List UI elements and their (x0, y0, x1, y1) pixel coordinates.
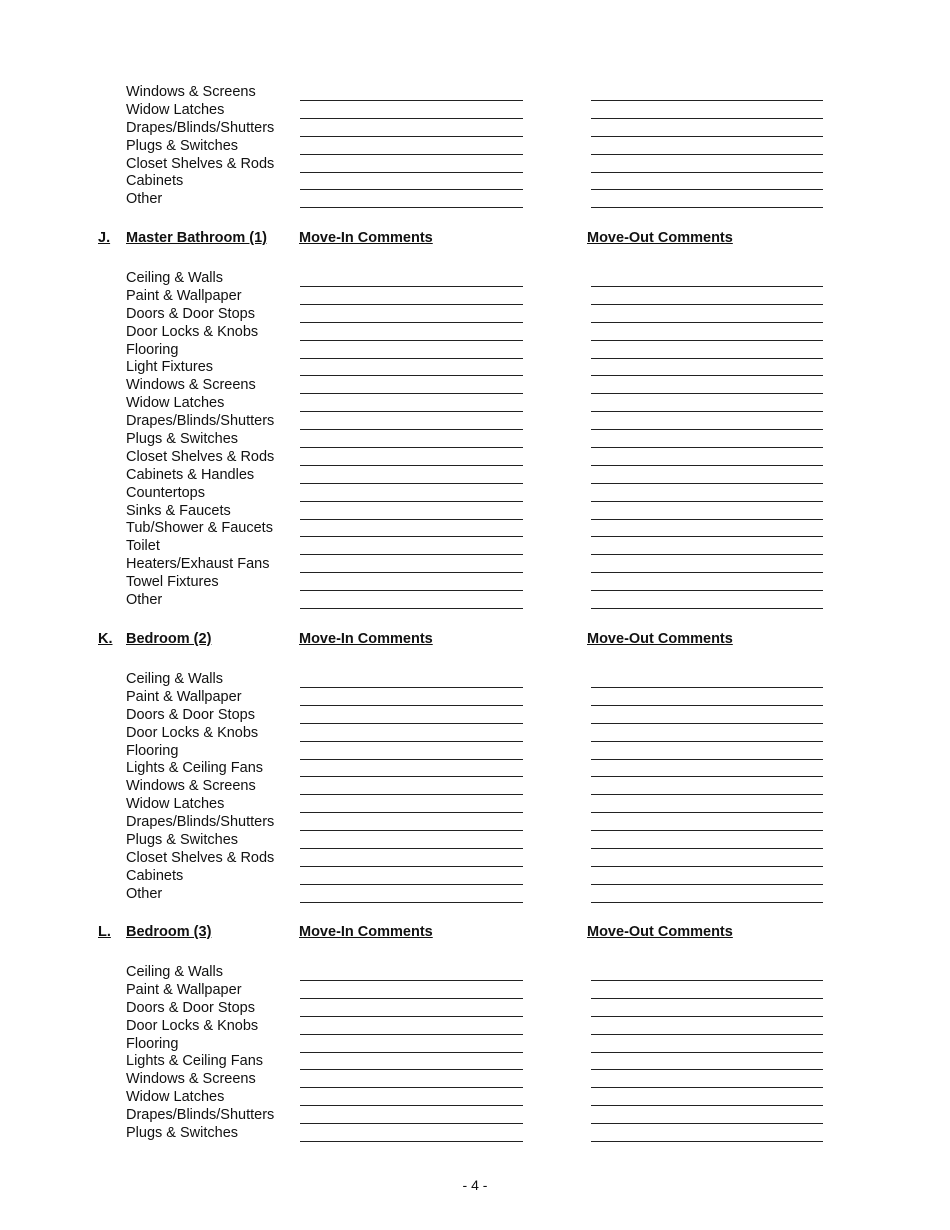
item-label: Door Locks & Knobs (126, 1017, 259, 1034)
move-in-comment-line[interactable] (300, 536, 523, 537)
item-label: Drapes/Blinds/Shutters (126, 1107, 275, 1124)
page-number: - 4 - (462, 1177, 488, 1193)
move-out-comment-line[interactable] (591, 759, 823, 760)
move-out-comment-line[interactable] (591, 483, 823, 484)
item-label: Plugs & Switches (126, 431, 239, 448)
item-label: Doors & Door Stops (126, 999, 255, 1016)
move-in-comment-line[interactable] (300, 118, 523, 119)
checklist-row (0, 832, 950, 850)
move-out-comment-line[interactable] (591, 340, 823, 341)
move-in-comment-line[interactable] (300, 830, 523, 831)
move-in-comment-line[interactable] (300, 705, 523, 706)
checklist-row (0, 156, 950, 174)
move-in-comment-line[interactable] (300, 998, 523, 999)
move-in-comment-line[interactable] (300, 687, 523, 688)
item-label: Flooring (126, 1035, 179, 1052)
move-in-comment-line[interactable] (300, 172, 523, 173)
item-label: Doors & Door Stops (126, 305, 255, 322)
move-out-comment-line[interactable] (591, 100, 823, 101)
move-in-comment-line[interactable] (300, 1141, 523, 1142)
item-label: Closet Shelves & Rods (126, 448, 275, 465)
move-out-comment-line[interactable] (591, 554, 823, 555)
move-out-comment-line[interactable] (591, 705, 823, 706)
move-in-comment-line[interactable] (300, 154, 523, 155)
move-in-comment-line[interactable] (300, 1016, 523, 1017)
item-label: Other (126, 885, 163, 902)
move-in-comment-line[interactable] (300, 207, 523, 208)
checklist-row (0, 814, 950, 832)
move-in-comment-line[interactable] (300, 340, 523, 341)
item-label: Lights & Ceiling Fans (126, 1053, 264, 1070)
move-out-comment-line[interactable] (591, 590, 823, 591)
move-out-comment-line[interactable] (591, 980, 823, 981)
section-spacer (0, 944, 950, 964)
item-label: Widow Latches (126, 101, 225, 118)
item-label: Paint & Wallpaper (126, 688, 242, 705)
move-in-comment-line[interactable] (300, 794, 523, 795)
item-label: Windows & Screens (126, 377, 256, 394)
move-out-comment-line[interactable] (591, 429, 823, 430)
checklist-row (0, 778, 950, 796)
move-out-comment-line[interactable] (591, 902, 823, 903)
item-label: Heaters/Exhaust Fans (126, 556, 270, 573)
move-out-comment-line[interactable] (591, 519, 823, 520)
item-label: Door Locks & Knobs (126, 724, 259, 741)
item-label: Ceiling & Walls (126, 270, 223, 286)
checklist-row (0, 671, 950, 689)
checklist-row (0, 270, 950, 288)
checklist-row (0, 431, 950, 449)
move-out-comment-line[interactable] (591, 207, 823, 208)
checklist-row (0, 886, 950, 904)
move-in-comment-line[interactable] (300, 322, 523, 323)
move-in-comment-line[interactable] (300, 483, 523, 484)
item-label: Cabinets (126, 867, 184, 884)
move-in-comment-line[interactable] (300, 590, 523, 591)
move-in-comment-line[interactable] (300, 136, 523, 137)
move-out-heading: Move-Out Comments (587, 924, 733, 940)
move-in-comment-line[interactable] (300, 848, 523, 849)
checklist-row (0, 102, 950, 120)
move-out-comment-line[interactable] (591, 608, 823, 609)
checklist-row (0, 395, 950, 413)
continued-items (0, 84, 950, 209)
move-in-comment-line[interactable] (300, 304, 523, 305)
move-out-comment-line[interactable] (591, 154, 823, 155)
checklist-row (0, 288, 950, 306)
item-label: Lights & Ceiling Fans (126, 760, 264, 777)
move-out-comment-line[interactable] (591, 172, 823, 173)
move-in-comment-line[interactable] (300, 723, 523, 724)
item-label: Windows & Screens (126, 778, 256, 795)
item-label: Paint & Wallpaper (126, 287, 242, 304)
move-in-comment-line[interactable] (300, 554, 523, 555)
move-out-comment-line[interactable] (591, 687, 823, 688)
checklist-row (0, 1107, 950, 1125)
move-in-comment-line[interactable] (300, 866, 523, 867)
move-in-comment-line[interactable] (300, 812, 523, 813)
move-in-comment-line[interactable] (300, 189, 523, 190)
move-in-comment-line[interactable] (300, 776, 523, 777)
move-in-comment-line[interactable] (300, 884, 523, 885)
item-label: Widow Latches (126, 1089, 225, 1106)
item-label: Doors & Door Stops (126, 706, 255, 723)
move-out-comment-line[interactable] (591, 1087, 823, 1088)
move-out-comment-line[interactable] (591, 447, 823, 448)
move-in-comment-line[interactable] (300, 393, 523, 394)
move-out-comment-line[interactable] (591, 375, 823, 376)
move-out-comment-line[interactable] (591, 411, 823, 412)
move-in-comment-line[interactable] (300, 759, 523, 760)
move-in-comment-line[interactable] (300, 1087, 523, 1088)
item-label: Flooring (126, 341, 179, 358)
checklist-row (0, 868, 950, 886)
item-label: Windows & Screens (126, 1071, 256, 1088)
item-label: Ceiling & Walls (126, 671, 223, 687)
section-header (0, 230, 950, 250)
section-master-bathroom (0, 230, 950, 610)
section-letter: L. (98, 924, 111, 940)
item-label: Widow Latches (126, 395, 225, 412)
move-in-comment-line[interactable] (300, 741, 523, 742)
checklist-row (0, 1018, 950, 1036)
move-in-comment-line[interactable] (300, 1105, 523, 1106)
checklist-row (0, 342, 950, 360)
item-label: Drapes/Blinds/Shutters (126, 119, 275, 136)
item-label: Windows & Screens (126, 84, 256, 100)
checklist-row (0, 191, 950, 209)
move-out-comment-line[interactable] (591, 741, 823, 742)
move-out-comment-line[interactable] (591, 189, 823, 190)
item-label: Flooring (126, 742, 179, 759)
section-bedroom-3 (0, 924, 950, 1143)
move-out-comment-line[interactable] (591, 1123, 823, 1124)
section-header (0, 631, 950, 651)
item-label: Other (126, 592, 163, 609)
move-out-comment-line[interactable] (591, 830, 823, 831)
checklist-row (0, 173, 950, 191)
move-in-heading: Move-In Comments (299, 230, 433, 246)
section-title: Bedroom (3) (126, 924, 212, 940)
move-out-comment-line[interactable] (591, 536, 823, 537)
move-in-comment-line[interactable] (300, 100, 523, 101)
item-label: Tub/Shower & Faucets (126, 520, 273, 537)
item-label: Plugs & Switches (126, 137, 239, 154)
checklist-row (0, 743, 950, 761)
item-label: Closet Shelves & Rods (126, 849, 275, 866)
checklist-row (0, 796, 950, 814)
move-in-comment-line[interactable] (300, 429, 523, 430)
move-out-comment-line[interactable] (591, 358, 823, 359)
move-out-heading: Move-Out Comments (587, 631, 733, 647)
item-label: Cabinets & Handles (126, 466, 255, 483)
move-out-comment-line[interactable] (591, 304, 823, 305)
move-in-comment-line[interactable] (300, 902, 523, 903)
checklist-row (0, 485, 950, 503)
item-label: Towel Fixtures (126, 574, 219, 591)
checklist-row (0, 377, 950, 395)
checklist-row (0, 359, 950, 377)
item-label: Toilet (126, 538, 160, 555)
checklist-row (0, 503, 950, 521)
checklist-row (0, 689, 950, 707)
move-out-comment-line[interactable] (591, 884, 823, 885)
checklist-row (0, 574, 950, 592)
move-out-comment-line[interactable] (591, 1034, 823, 1035)
move-in-comment-line[interactable] (300, 1034, 523, 1035)
section-title: Master Bathroom (1) (126, 230, 267, 246)
move-in-comment-line[interactable] (300, 358, 523, 359)
move-in-comment-line[interactable] (300, 1123, 523, 1124)
item-label: Ceiling & Walls (126, 964, 223, 980)
move-out-comment-line[interactable] (591, 998, 823, 999)
item-label: Plugs & Switches (126, 1125, 239, 1142)
checklist-row (0, 707, 950, 725)
move-out-comment-line[interactable] (591, 812, 823, 813)
checklist-row (0, 1071, 950, 1089)
move-out-comment-line[interactable] (591, 136, 823, 137)
checklist-row (0, 120, 950, 138)
item-label: Cabinets (126, 173, 184, 190)
checklist-row (0, 1089, 950, 1107)
section-letter: J. (98, 230, 111, 246)
item-label: Closet Shelves & Rods (126, 155, 275, 172)
move-out-comment-line[interactable] (591, 501, 823, 502)
move-in-comment-line[interactable] (300, 465, 523, 466)
move-in-comment-line[interactable] (300, 1052, 523, 1053)
checklist-row (0, 306, 950, 324)
checklist-row (0, 324, 950, 342)
move-out-comment-line[interactable] (591, 794, 823, 795)
move-out-comment-line[interactable] (591, 322, 823, 323)
move-out-heading: Move-Out Comments (587, 230, 733, 246)
move-in-comment-line[interactable] (300, 572, 523, 573)
checklist-row (0, 538, 950, 556)
move-in-comment-line[interactable] (300, 1069, 523, 1070)
item-label: Countertops (126, 484, 205, 501)
move-out-comment-line[interactable] (591, 776, 823, 777)
item-label: Light Fixtures (126, 359, 214, 376)
move-out-comment-line[interactable] (591, 848, 823, 849)
move-out-comment-line[interactable] (591, 393, 823, 394)
checklist-row (0, 760, 950, 778)
section-bedroom-2 (0, 631, 950, 904)
checklist-row (0, 413, 950, 431)
checklist-row (0, 1036, 950, 1054)
item-label: Widow Latches (126, 796, 225, 813)
checklist-row (0, 449, 950, 467)
checklist-row (0, 1053, 950, 1071)
move-in-comment-line[interactable] (300, 519, 523, 520)
move-out-comment-line[interactable] (591, 1069, 823, 1070)
move-out-comment-line[interactable] (591, 572, 823, 573)
item-label: Sinks & Faucets (126, 502, 231, 519)
item-label: Drapes/Blinds/Shutters (126, 413, 275, 430)
move-in-comment-line[interactable] (300, 501, 523, 502)
section-title: Bedroom (2) (126, 631, 212, 647)
move-in-comment-line[interactable] (300, 980, 523, 981)
checklist-row (0, 725, 950, 743)
move-out-comment-line[interactable] (591, 1052, 823, 1053)
checklist-row (0, 850, 950, 868)
move-in-comment-line[interactable] (300, 608, 523, 609)
section-header (0, 924, 950, 944)
move-out-comment-line[interactable] (591, 465, 823, 466)
item-label: Paint & Wallpaper (126, 981, 242, 998)
move-in-heading: Move-In Comments (299, 631, 433, 647)
move-out-comment-line[interactable] (591, 866, 823, 867)
checklist-row (0, 1000, 950, 1018)
item-label: Other (126, 191, 163, 208)
checklist-row (0, 592, 950, 610)
section-letter: K. (98, 631, 113, 647)
item-label: Door Locks & Knobs (126, 323, 259, 340)
section-spacer (0, 651, 950, 671)
section-spacer (0, 250, 950, 270)
checklist-row (0, 520, 950, 538)
move-out-comment-line[interactable] (591, 1141, 823, 1142)
checklist-row (0, 84, 950, 102)
checklist-row (0, 964, 950, 982)
item-label: Drapes/Blinds/Shutters (126, 814, 275, 831)
move-out-comment-line[interactable] (591, 1105, 823, 1106)
checklist-row (0, 138, 950, 156)
checklist-row (0, 467, 950, 485)
checklist-row (0, 982, 950, 1000)
move-out-comment-line[interactable] (591, 118, 823, 119)
move-in-comment-line[interactable] (300, 375, 523, 376)
move-in-comment-line[interactable] (300, 411, 523, 412)
move-out-comment-line[interactable] (591, 723, 823, 724)
move-in-comment-line[interactable] (300, 447, 523, 448)
move-out-comment-line[interactable] (591, 1016, 823, 1017)
move-out-comment-line[interactable] (591, 286, 823, 287)
checklist-row (0, 1125, 950, 1143)
move-in-comment-line[interactable] (300, 286, 523, 287)
item-label: Plugs & Switches (126, 832, 239, 849)
checklist-row (0, 556, 950, 574)
move-in-heading: Move-In Comments (299, 924, 433, 940)
